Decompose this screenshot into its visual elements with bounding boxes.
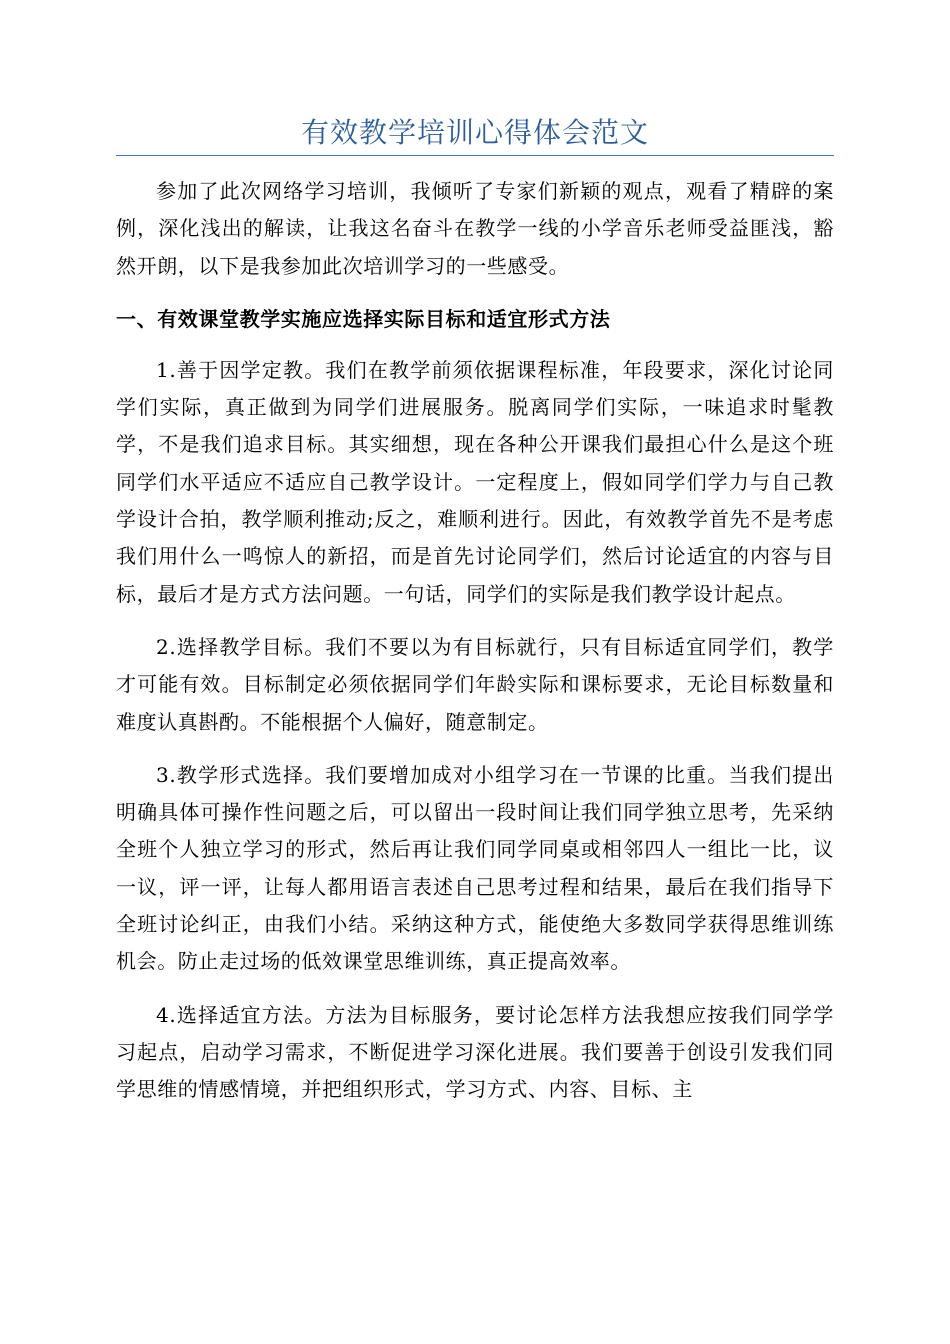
paragraph-item-4: 4.选择适宜方法。方法为目标服务，要讨论怎样方法我想应按我们同学学习起点，启动学习需求，不断促进学习深化进展。我们要善于创设引发我们同学思维的情感情境，并把组织形式，学习方式、内容、目标、主 <box>116 1002 834 1102</box>
section-heading: 一、有效课堂教学实施应选择实际目标和适宜形式方法 <box>116 306 611 331</box>
intro-paragraph: 参加了此次网络学习培训，我倾听了专家们新颖的观点，观看了精辟的案例，深化浅出的解读，让我这名奋斗在教学一线的小学音乐老师受益匪浅，豁然开朗，以下是我参加此次培训学习的一些感受。 <box>116 179 834 278</box>
paragraph-item-2: 2.选择教学目标。我们不要以为有目标就行，只有目标适宜同学们，教学才可能有效。目标制定必须依据同学们年龄实际和课标要求，无论目标数量和难度认真斟酌。不能根据个人偏好，随意制定。 <box>116 634 834 734</box>
title-underline <box>116 155 834 156</box>
document-title: 有效教学培训心得体会范文 <box>300 116 649 149</box>
paragraph-item-3: 3.教学形式选择。我们要增加成对小组学习在一节课的比重。当我们提出明确具体可操作性问题之后，可以留出一段时间让我们同学独立思考，先采纳全班个人独立学习的形式，然后再让我们同学同桌或相邻四人一组比一比，议一议，评一评，让每人都用语言表述自己思考过程和结果，最后在我们指导下全班讨论纠正，由我们小结。采纳这种方式，能使绝大多数同学获得思维训练机会。防止走过场的低效课堂思维训练，真正提高效率。 <box>116 762 834 974</box>
document-body <box>116 173 834 1125</box>
paragraph-item-1: 1.善于因学定教。我们在教学前须依据课程标准，年段要求，深化讨论同学们实际，真正做到为同学们进展服务。脱离同学们实际，一味追求时髦教学，不是我们追求目标。其实细想，现在各种公开课我们最担心什么是这个班同学们水平适应不适应自己教学设计。一定程度上，假如同学们学力与自己教学设计合拍，教学顺利推动;反之，难顺利进行。因此，有效教学首先不是考虑我们用什么一鸣惊人的新招，而是首先讨论同学们，然后讨论适宜的内容与目标，最后才是方式方法问题。一句话，同学们的实际是我们教学设计起点。 <box>116 357 834 606</box>
